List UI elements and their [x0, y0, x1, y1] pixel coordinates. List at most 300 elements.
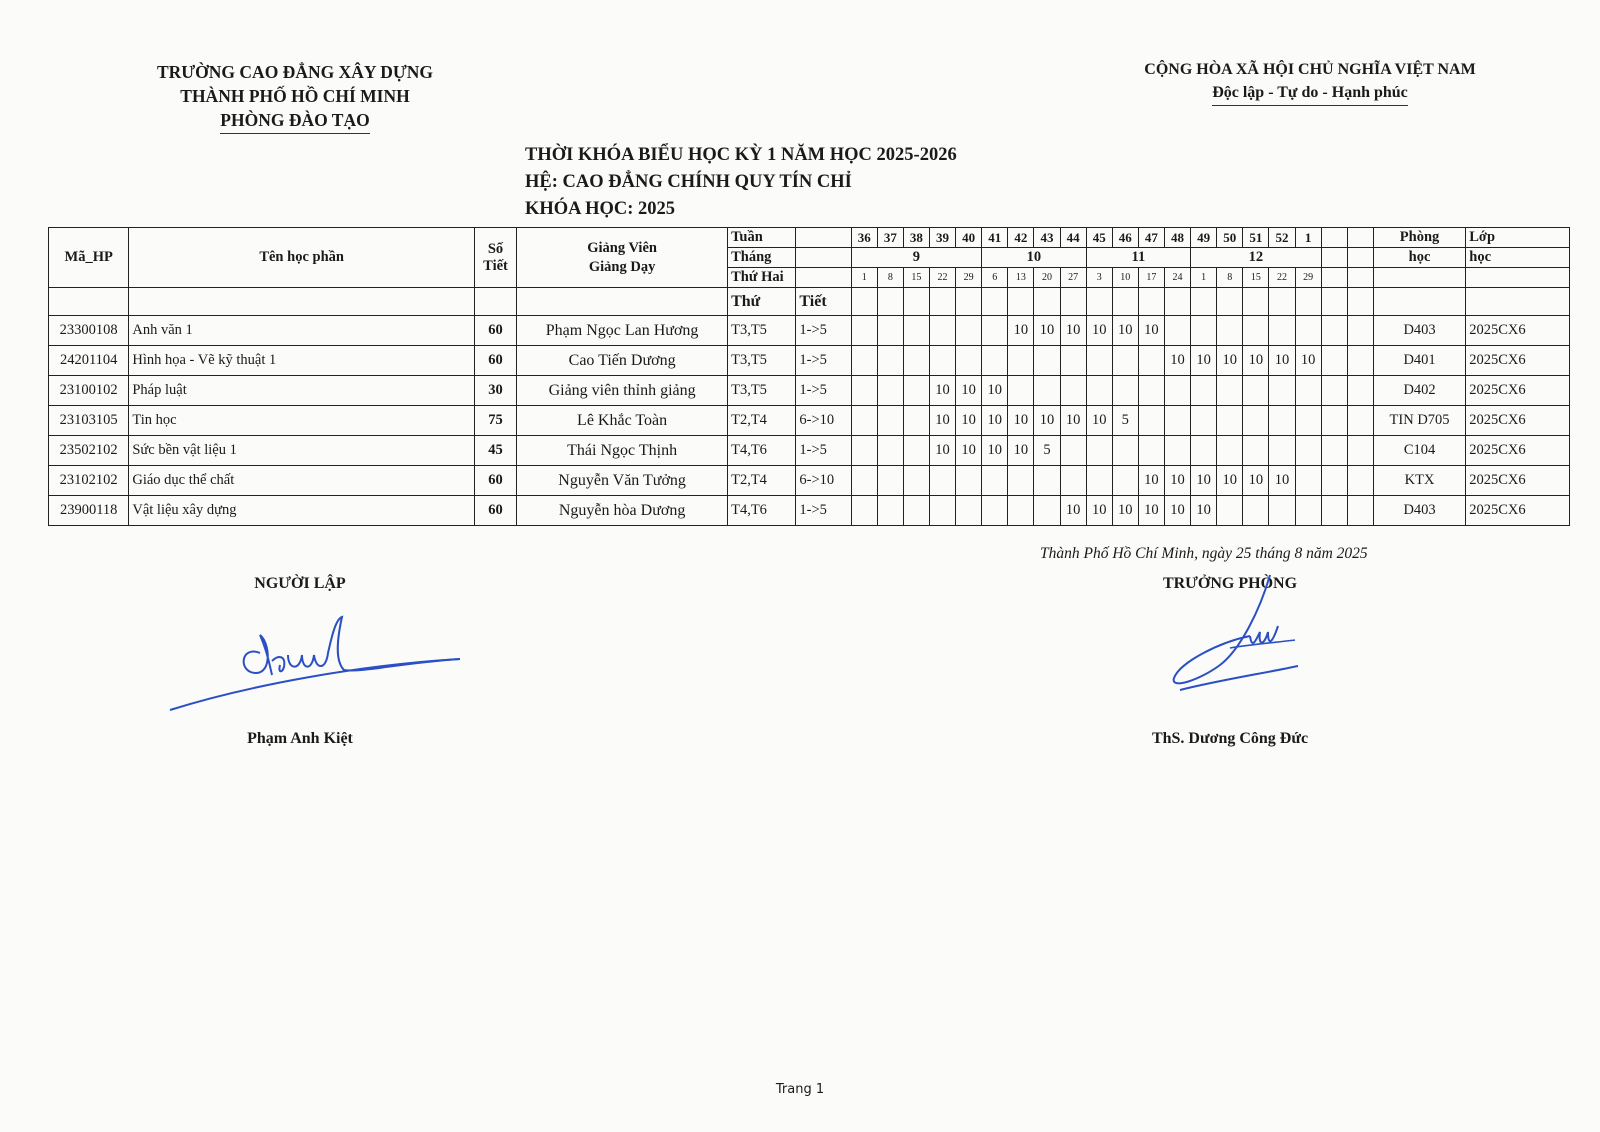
week-hours-cell: 10: [929, 406, 955, 436]
course-periods: 45: [474, 436, 516, 466]
week-hours-cell: 10: [1008, 436, 1034, 466]
week-hours-cell: [877, 346, 903, 376]
blank-cell: [1138, 288, 1164, 316]
period-range-cell: 1->5: [796, 346, 851, 376]
blank-cell: [1373, 268, 1465, 288]
course-name: Tin học: [129, 406, 475, 436]
col-header-tiet: Tiết: [796, 288, 851, 316]
week-hours-cell: [1060, 376, 1086, 406]
lecturer-name: Giảng viên thỉnh giảng: [517, 376, 728, 406]
week-hours-cell: [1112, 376, 1138, 406]
week-hours-cell: [982, 316, 1008, 346]
week-hours-cell: [956, 316, 982, 346]
week-number-cell: 43: [1034, 228, 1060, 248]
blank-cell: [49, 288, 129, 316]
week-hours-cell: [1243, 376, 1269, 406]
week-hours-cell: 10: [1191, 496, 1217, 526]
week-hours-cell: 10: [1164, 466, 1190, 496]
week-hours-cell: 10: [1138, 316, 1164, 346]
lecturer-name: Lê Khắc Toàn: [517, 406, 728, 436]
col-header-giang-vien: [517, 228, 728, 288]
header-row-weeks: [49, 228, 1570, 248]
room-cell: KTX: [1373, 466, 1465, 496]
week-hours-cell: [1321, 316, 1347, 346]
week-hours-cell: [1086, 466, 1112, 496]
blank-cell: [1269, 288, 1295, 316]
monday-date-cell: 10: [1112, 268, 1138, 288]
week-hours-cell: 10: [1112, 316, 1138, 346]
week-hours-cell: [851, 376, 877, 406]
week-hours-cell: 10: [1295, 346, 1321, 376]
room-cell: D402: [1373, 376, 1465, 406]
week-hours-cell: [851, 406, 877, 436]
col-header-phong-2: học: [1373, 248, 1465, 268]
week-number-cell: 50: [1217, 228, 1243, 248]
blank-cell: [1086, 288, 1112, 316]
week-hours-cell: [1164, 406, 1190, 436]
week-hours-cell: [1138, 406, 1164, 436]
week-hours-cell: [1112, 346, 1138, 376]
weekday-cell: T4,T6: [728, 496, 796, 526]
week-hours-cell: 10: [1243, 346, 1269, 376]
course-name: Giáo dục thể chất: [129, 466, 475, 496]
week-hours-cell: [903, 406, 929, 436]
blank-cell: [1191, 288, 1217, 316]
weekday-cell: T4,T6: [728, 436, 796, 466]
week-hours-cell: [1243, 436, 1269, 466]
week-hours-cell: [1295, 496, 1321, 526]
col-header-giang-vien-2: Giảng Dạy: [588, 258, 656, 275]
monday-date-cell: [1347, 268, 1373, 288]
monday-date-cell: 15: [903, 268, 929, 288]
institution-name-line2: THÀNH PHỐ HỒ CHÍ MINH: [180, 86, 410, 106]
week-hours-cell: [1295, 376, 1321, 406]
week-hours-cell: [903, 376, 929, 406]
week-hours-cell: [1060, 466, 1086, 496]
blank-cell: [796, 268, 851, 288]
week-hours-cell: [1243, 406, 1269, 436]
course-code: 23900118: [49, 496, 129, 526]
class-cell: 2025CX6: [1466, 496, 1570, 526]
week-hours-cell: [1034, 466, 1060, 496]
week-hours-cell: [1217, 436, 1243, 466]
table-row: [49, 346, 1570, 376]
week-number-cell: 42: [1008, 228, 1034, 248]
week-hours-cell: [1034, 346, 1060, 376]
monday-date-cell: 22: [929, 268, 955, 288]
period-range-cell: 6->10: [796, 406, 851, 436]
table-row: [49, 316, 1570, 346]
week-hours-cell: [1217, 406, 1243, 436]
room-cell: TIN D705: [1373, 406, 1465, 436]
header-row-thu-tiet: [49, 288, 1570, 316]
week-number-cell: 47: [1138, 228, 1164, 248]
week-hours-cell: [1086, 376, 1112, 406]
week-hours-cell: [1086, 436, 1112, 466]
monday-date-cell: 8: [1217, 268, 1243, 288]
week-hours-cell: 10: [1112, 496, 1138, 526]
period-range-cell: 1->5: [796, 316, 851, 346]
row-label-tuan: Tuần: [728, 228, 796, 248]
course-name: Vật liệu xây dựng: [129, 496, 475, 526]
week-hours-cell: [903, 466, 929, 496]
week-hours-cell: [1191, 316, 1217, 346]
course-name: Hình họa - Vẽ kỹ thuật 1: [129, 346, 475, 376]
week-hours-cell: 10: [1008, 406, 1034, 436]
blank-cell: [517, 288, 728, 316]
week-number-cell: 46: [1112, 228, 1138, 248]
week-hours-cell: [1269, 406, 1295, 436]
week-hours-cell: [1347, 376, 1373, 406]
weekday-cell: T3,T5: [728, 346, 796, 376]
table-row: [49, 466, 1570, 496]
week-hours-cell: [903, 346, 929, 376]
monday-date-cell: 29: [956, 268, 982, 288]
room-cell: D401: [1373, 346, 1465, 376]
course-periods: 60: [474, 316, 516, 346]
course-code: 24201104: [49, 346, 129, 376]
week-hours-cell: [1217, 376, 1243, 406]
national-motto: Độc lập - Tự do - Hạnh phúc: [1212, 81, 1408, 106]
monday-date-cell: [1321, 268, 1347, 288]
week-hours-cell: [903, 316, 929, 346]
table-row: [49, 436, 1570, 466]
week-hours-cell: [1138, 436, 1164, 466]
blank-cell: [1295, 288, 1321, 316]
week-number-cell: 38: [903, 228, 929, 248]
col-header-lop: Lớp: [1466, 228, 1570, 248]
week-hours-cell: [1243, 496, 1269, 526]
program-title: HỆ: CAO ĐẲNG CHÍNH QUY TÍN CHỈ: [525, 172, 852, 192]
course-code: 23103105: [49, 406, 129, 436]
row-label-thu-hai: Thứ Hai: [728, 268, 796, 288]
blank-cell: [1347, 288, 1373, 316]
row-label-thang: Tháng: [728, 248, 796, 268]
week-hours-cell: 10: [1191, 466, 1217, 496]
col-header-lop-2: học: [1466, 248, 1570, 268]
week-hours-cell: [851, 316, 877, 346]
head-name: ThS. Dương Công Đức: [1151, 730, 1309, 747]
week-number-cell: 41: [982, 228, 1008, 248]
blank-cell: [1243, 288, 1269, 316]
blank-cell: [1008, 288, 1034, 316]
week-hours-cell: 10: [1217, 346, 1243, 376]
month-cell: 11: [1086, 248, 1190, 268]
institution-name-line1: TRƯỜNG CAO ĐẲNG XÂY DỰNG: [156, 62, 434, 82]
monday-date-cell: 24: [1164, 268, 1190, 288]
national-title: CỘNG HÒA XÃ HỘI CHỦ NGHĨA VIỆT NAM: [1144, 61, 1476, 78]
week-hours-cell: [1138, 346, 1164, 376]
room-cell: D403: [1373, 316, 1465, 346]
room-cell: C104: [1373, 436, 1465, 466]
weekday-cell: T2,T4: [728, 466, 796, 496]
week-hours-cell: 10: [1034, 406, 1060, 436]
week-hours-cell: 10: [1060, 406, 1086, 436]
course-periods: 30: [474, 376, 516, 406]
week-hours-cell: [929, 496, 955, 526]
course-periods: 60: [474, 346, 516, 376]
week-hours-cell: [851, 346, 877, 376]
lecturer-name: Phạm Ngọc Lan Hương: [517, 316, 728, 346]
week-hours-cell: 10: [956, 406, 982, 436]
week-hours-cell: 10: [982, 436, 1008, 466]
week-hours-cell: 5: [1112, 406, 1138, 436]
room-cell: D403: [1373, 496, 1465, 526]
week-number-cell: 44: [1060, 228, 1086, 248]
week-hours-cell: [1086, 346, 1112, 376]
week-hours-cell: [1217, 496, 1243, 526]
class-cell: 2025CX6: [1466, 406, 1570, 436]
week-hours-cell: [1321, 466, 1347, 496]
col-header-ten: Tên học phần: [129, 228, 475, 288]
week-hours-cell: [929, 316, 955, 346]
week-hours-cell: 10: [1086, 316, 1112, 346]
document-titles: [525, 142, 957, 223]
lecturer-name: Cao Tiến Dương: [517, 346, 728, 376]
blank-cell: [796, 228, 851, 248]
course-name: Sức bền vật liệu 1: [129, 436, 475, 466]
week-hours-cell: [1034, 496, 1060, 526]
week-number-cell: 40: [956, 228, 982, 248]
week-hours-cell: 10: [1217, 466, 1243, 496]
week-number-cell: 1: [1295, 228, 1321, 248]
week-hours-cell: [1321, 406, 1347, 436]
week-hours-cell: 10: [1034, 316, 1060, 346]
week-hours-cell: [1060, 346, 1086, 376]
class-cell: 2025CX6: [1466, 436, 1570, 466]
week-hours-cell: [903, 496, 929, 526]
class-cell: 2025CX6: [1466, 316, 1570, 346]
week-hours-cell: [1269, 436, 1295, 466]
week-hours-cell: [956, 466, 982, 496]
monday-date-cell: 20: [1034, 268, 1060, 288]
week-hours-cell: [851, 466, 877, 496]
week-hours-cell: [877, 466, 903, 496]
blank-cell: [982, 288, 1008, 316]
course-periods: 60: [474, 466, 516, 496]
blank-cell: [474, 288, 516, 316]
week-hours-cell: 10: [1191, 346, 1217, 376]
head-signature: [1160, 570, 1310, 700]
week-hours-cell: 10: [1138, 496, 1164, 526]
week-hours-cell: [1008, 376, 1034, 406]
week-hours-cell: 10: [1060, 316, 1086, 346]
week-hours-cell: 10: [1138, 466, 1164, 496]
week-hours-cell: [877, 406, 903, 436]
week-number-cell: 45: [1086, 228, 1112, 248]
week-hours-cell: 10: [1243, 466, 1269, 496]
week-hours-cell: 10: [982, 376, 1008, 406]
week-number-cell: 37: [877, 228, 903, 248]
week-hours-cell: [982, 496, 1008, 526]
week-hours-cell: 10: [982, 406, 1008, 436]
week-hours-cell: [1269, 496, 1295, 526]
course-periods: 60: [474, 496, 516, 526]
week-hours-cell: [1164, 436, 1190, 466]
blank-cell: [1217, 288, 1243, 316]
col-header-giang-vien-1: Giảng Viên: [587, 239, 657, 256]
month-cell: 10: [982, 248, 1086, 268]
lecturer-name: Thái Ngọc Thịnh: [517, 436, 728, 466]
blank-cell: [903, 288, 929, 316]
course-code: 23100102: [49, 376, 129, 406]
week-hours-cell: [1295, 316, 1321, 346]
week-hours-cell: [1295, 406, 1321, 436]
blank-cell: [1112, 288, 1138, 316]
weekday-cell: T3,T5: [728, 316, 796, 346]
monday-date-cell: 15: [1243, 268, 1269, 288]
month-cell: 12: [1191, 248, 1322, 268]
week-hours-cell: [1191, 376, 1217, 406]
week-hours-cell: 10: [1086, 406, 1112, 436]
week-hours-cell: [877, 496, 903, 526]
week-hours-cell: [1112, 466, 1138, 496]
blank-cell: [129, 288, 475, 316]
blank-cell: [929, 288, 955, 316]
week-hours-cell: [1112, 436, 1138, 466]
institution-header: [100, 60, 490, 134]
week-hours-cell: [1347, 346, 1373, 376]
col-header-thu: Thứ: [728, 288, 796, 316]
schedule-title: THỜI KHÓA BIỂU HỌC KỲ 1 NĂM HỌC 2025-2026: [525, 145, 957, 165]
monday-date-cell: 1: [851, 268, 877, 288]
preparer-name: Phạm Anh Kiệt: [247, 730, 353, 747]
week-hours-cell: [1269, 316, 1295, 346]
blank-cell: [1321, 288, 1347, 316]
table-row: [49, 496, 1570, 526]
week-number-cell: 39: [929, 228, 955, 248]
week-number-cell: [1321, 228, 1347, 248]
blank-cell: [851, 288, 877, 316]
class-cell: 2025CX6: [1466, 376, 1570, 406]
period-range-cell: 1->5: [796, 496, 851, 526]
week-hours-cell: 10: [1164, 496, 1190, 526]
week-number-cell: 51: [1243, 228, 1269, 248]
week-hours-cell: 10: [1086, 496, 1112, 526]
week-hours-cell: [903, 436, 929, 466]
week-hours-cell: 10: [1060, 496, 1086, 526]
monday-date-cell: 3: [1086, 268, 1112, 288]
week-number-cell: 52: [1269, 228, 1295, 248]
week-hours-cell: [929, 346, 955, 376]
week-hours-cell: 5: [1034, 436, 1060, 466]
week-hours-cell: [1347, 466, 1373, 496]
period-range-cell: 1->5: [796, 376, 851, 406]
class-cell: 2025CX6: [1466, 466, 1570, 496]
course-code: 23102102: [49, 466, 129, 496]
week-number-cell: 48: [1164, 228, 1190, 248]
week-hours-cell: [1321, 376, 1347, 406]
blank-cell: [1034, 288, 1060, 316]
course-code: 23300108: [49, 316, 129, 346]
week-hours-cell: [1008, 496, 1034, 526]
blank-cell: [1466, 288, 1570, 316]
monday-date-cell: 8: [877, 268, 903, 288]
blank-cell: [1060, 288, 1086, 316]
blank-cell: [1466, 268, 1570, 288]
month-cell: [1321, 248, 1347, 268]
blank-cell: [877, 288, 903, 316]
week-hours-cell: [1191, 436, 1217, 466]
week-hours-cell: [1347, 496, 1373, 526]
period-range-cell: 1->5: [796, 436, 851, 466]
week-hours-cell: [956, 496, 982, 526]
week-hours-cell: [1295, 466, 1321, 496]
preparer-signature: [160, 615, 470, 715]
class-cell: 2025CX6: [1466, 346, 1570, 376]
week-hours-cell: [1138, 376, 1164, 406]
monday-date-cell: 6: [982, 268, 1008, 288]
week-hours-cell: [982, 346, 1008, 376]
monday-date-cell: 17: [1138, 268, 1164, 288]
week-number-cell: [1347, 228, 1373, 248]
page-number: Trang 1: [775, 1082, 825, 1097]
monday-date-cell: 22: [1269, 268, 1295, 288]
week-number-cell: 36: [851, 228, 877, 248]
week-hours-cell: [1347, 406, 1373, 436]
week-hours-cell: [982, 466, 1008, 496]
course-code: 23502102: [49, 436, 129, 466]
lecturer-name: Nguyễn hòa Dương: [517, 496, 728, 526]
week-hours-cell: [1060, 436, 1086, 466]
course-periods: 75: [474, 406, 516, 436]
period-range-cell: 6->10: [796, 466, 851, 496]
week-hours-cell: 10: [1269, 346, 1295, 376]
week-hours-cell: [1269, 376, 1295, 406]
week-hours-cell: 10: [1269, 466, 1295, 496]
cohort-title: KHÓA HỌC: 2025: [525, 199, 676, 219]
month-cell: 9: [851, 248, 982, 268]
table-row: [49, 406, 1570, 436]
week-hours-cell: [1347, 436, 1373, 466]
col-header-ma: Mã_HP: [49, 228, 129, 288]
week-hours-cell: [1321, 496, 1347, 526]
course-name: Anh văn 1: [129, 316, 475, 346]
week-hours-cell: [1243, 316, 1269, 346]
blank-cell: [796, 248, 851, 268]
blank-cell: [1164, 288, 1190, 316]
week-hours-cell: [1164, 316, 1190, 346]
week-number-cell: 49: [1191, 228, 1217, 248]
week-hours-cell: 10: [929, 436, 955, 466]
weekday-cell: T3,T5: [728, 376, 796, 406]
blank-cell: [1373, 288, 1465, 316]
week-hours-cell: [1008, 346, 1034, 376]
preparer-title: NGƯỜI LẬP: [254, 575, 346, 592]
week-hours-cell: [877, 376, 903, 406]
week-hours-cell: [929, 466, 955, 496]
week-hours-cell: [1217, 316, 1243, 346]
week-hours-cell: [1321, 436, 1347, 466]
col-header-so-tiet: Số Tiết: [474, 228, 516, 288]
week-hours-cell: 10: [929, 376, 955, 406]
blank-cell: [956, 288, 982, 316]
week-hours-cell: 10: [1164, 346, 1190, 376]
week-hours-cell: 10: [956, 436, 982, 466]
monday-date-cell: 29: [1295, 268, 1321, 288]
head-title: TRƯỞNG PHÒNG: [1162, 575, 1298, 592]
department-name: PHÒNG ĐÀO TẠO: [220, 108, 369, 134]
monday-date-cell: 13: [1008, 268, 1034, 288]
week-hours-cell: 10: [1008, 316, 1034, 346]
week-hours-cell: [1295, 436, 1321, 466]
week-hours-cell: [1191, 406, 1217, 436]
col-header-phong: Phòng: [1373, 228, 1465, 248]
week-hours-cell: [1008, 466, 1034, 496]
national-header: [1110, 58, 1510, 106]
week-hours-cell: [1347, 316, 1373, 346]
table-row: [49, 376, 1570, 406]
